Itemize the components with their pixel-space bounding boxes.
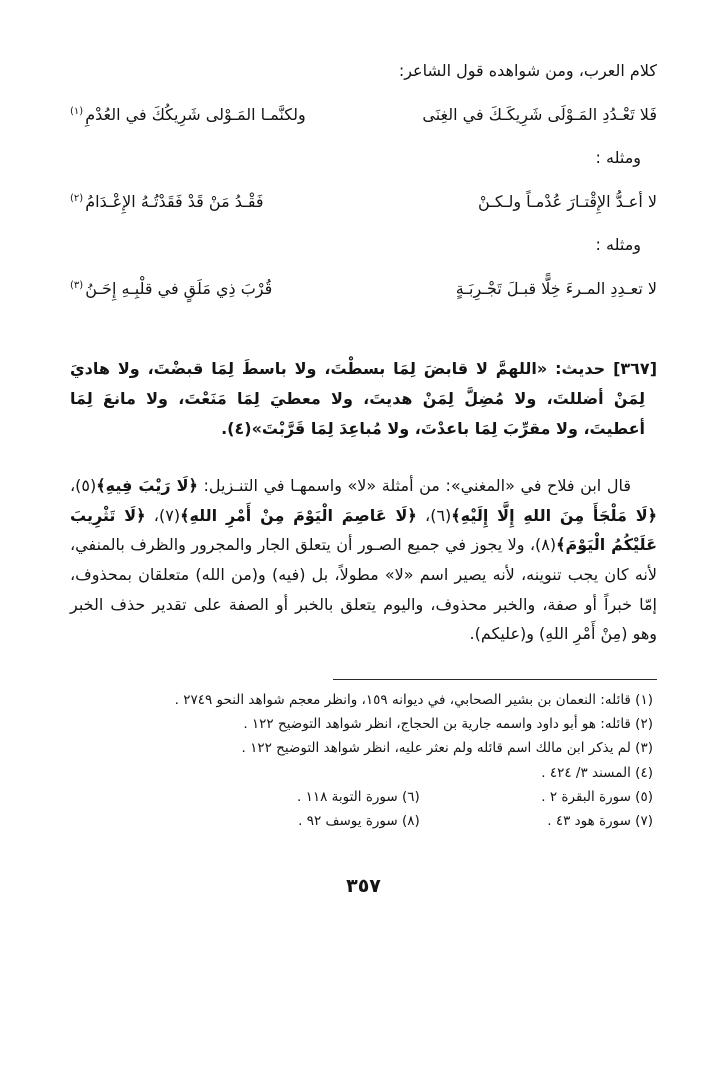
footnote-ref: (١) — [70, 106, 84, 118]
footnote-item: (٨) سورة يوسف ٩٢ . — [298, 813, 420, 830]
verse-left-group — [70, 187, 264, 217]
footnote-item: (٢) قائله: هو أبو داود واسمه جارية بن الحجاج، انظر شواهد التوضيح ١٢٢ . — [243, 715, 653, 732]
verse-left-hemistich: فَقْـدُ مَنْ قَدْ فَقَدْتُـهُ الإِعْـدَامُ — [85, 192, 264, 212]
page-number: ٣٥٧ — [346, 875, 381, 898]
footnote-row — [70, 809, 653, 833]
intro-line: كلام العرب، ومن شواهده قول الشاعر: — [398, 61, 657, 80]
verse-right-hemistich: لا أعـدُّ الإِقْتـارَ عُدْمـاً ولـكـنْ — [478, 192, 657, 212]
verse-left-hemistich: قُرْبَ ذِي مَلَقٍ في قلْبِـهِ إِحَـنُ — [85, 278, 273, 298]
verse-line — [70, 100, 657, 130]
footnote-item: (٦) سورة التوبة ١١٨ . — [296, 788, 420, 805]
verse-line — [70, 187, 657, 217]
footnote-item: (٣) لم يذكر ابن مالك اسم قائله ولم نعثر عليه، انظر شواهد التوضيح ١٢٢ . — [241, 740, 653, 757]
footnote-item: (٤) المسند ٣/ ٤٢٤ . — [541, 764, 653, 781]
verse-right-hemistich: فَلا تَعْـدُدِ المَـوْلَى شَرِيكَـكَ في الغِنَى — [422, 105, 657, 125]
footnote-item: (٧) سورة هود ٤٣ . — [547, 813, 653, 830]
footnote-ref: (٢) — [70, 192, 84, 204]
footnotes-section — [70, 688, 657, 834]
commentary-paragraph: قال ابن فلاح في «المغني»: من أمثلة «لا» واسمهـا في التنـزيل: ﴿لَا رَيْبَ فِيهِ﴾(٥)، ﴿لَا مَلْجَأَ مِنَ اللهِ إِلَّا إِلَيْهِ﴾(٦)، ﴿لَا عَاصِمَ الْيَوْمَ مِنْ أَمْرِ اللهِ﴾(٧)، ﴿لَا تَثْرِيبَ عَلَيْكُمُ الْيَوْمَ﴾(٨)، ولا يجوز في جميع الصـور أن يتعلق الجار والمجرور والظرف بالمنفي، لأنه كان يجب تنوينه، لأنه يصير اسم «لا» مطولاً، بل (فيه) و(من الله) متعلقان بمحذوف، إمّا خبراً أو صفة، والخبر محذوف، واليوم يتعلق بالخبر أو الصفة على تقدير حذف الخبر وهو (مِنْ أَمْرِ اللهِ) و(عليكم). — [70, 476, 657, 644]
hadith-paragraph: [٣٦٧] حديث: «اللهمَّ لا قابضَ لِمَا بسطْتَ، ولا باسطَ لِمَا قبضْتَ، ولا هاديَ لِمَنْ أضللتَ، ولا مُضِلَّ لِمَنْ هديتَ، ولا معطيَ لِمَا مَنَعْتَ، ولا مانعَ لِمَا أعطيتَ، ولا مقرِّبَ لِمَا باعدْتَ، ولا مُباعِدَ لِمَا قَرَّبْتَ»(٤). — [70, 359, 657, 438]
verse-line — [70, 274, 657, 304]
footnote-item: (١) قائله: النعمان بن بشير الصحابي، في ديوانه ١٥٩، وانظر معجم شواهد النحو ٢٧٤٩ . — [174, 691, 653, 708]
connector-line: ومثله : — [595, 234, 641, 254]
verse-left-group — [70, 274, 272, 304]
footnote-item: (٥) سورة البقرة ٢ . — [541, 788, 653, 805]
verse-right-hemistich: لا تعـدِدِ المـرءَ خِلًّا قبـلَ تَجْـرِبَـةٍ — [455, 278, 657, 298]
footnote-separator — [333, 679, 657, 680]
connector-line: ومثله : — [595, 147, 641, 167]
verse-left-hemistich: ولكنَّمـا المَـوْلى شَرِيكُكَ في العُدْمِ — [85, 105, 306, 125]
footnote-row — [70, 785, 653, 809]
verse-left-group — [70, 100, 306, 130]
footnote-ref: (٣) — [70, 279, 84, 291]
